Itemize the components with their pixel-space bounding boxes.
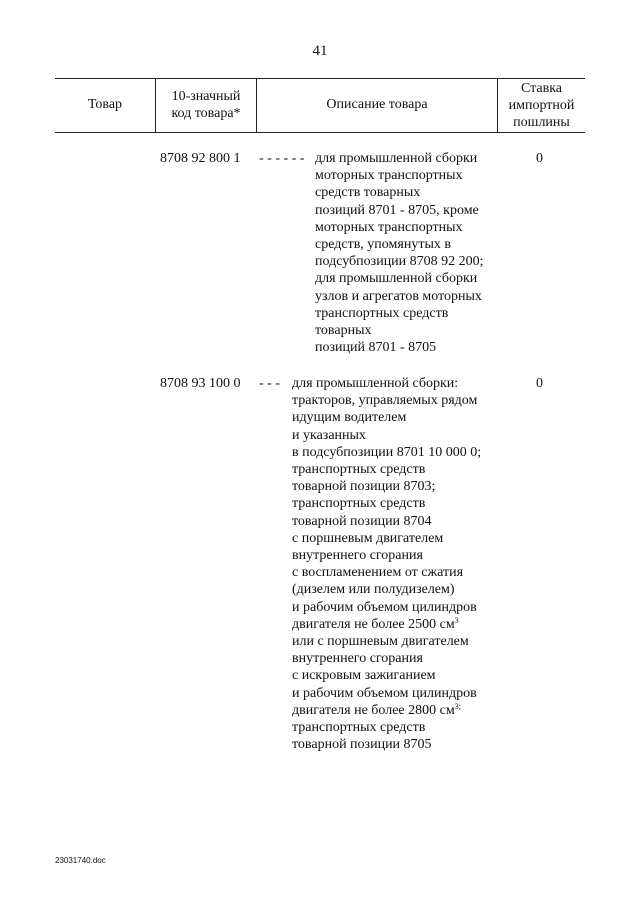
header-rate-line-1: Ставка <box>520 81 563 96</box>
row-1-description <box>315 150 525 356</box>
row-1-description-line: позиций 8701 - 8705 <box>315 340 437 356</box>
table-header-bottom-rule <box>55 132 585 133</box>
row-2-description-line-with-superscript <box>292 702 512 719</box>
row-2-code: 8708 93 100 0 <box>160 376 241 391</box>
row-2-description-line: транспортных средств <box>292 462 426 478</box>
footer-filename: 23031740.doc <box>55 856 106 865</box>
row-1-description-line: товарных <box>315 323 372 339</box>
row-2-description-line: и рабочим объемом цилиндров <box>292 685 477 701</box>
row-2-description-line: с воспламенением от сжатия <box>292 565 464 581</box>
header-code-line-2: код товара* <box>171 106 241 121</box>
superscript: 3; <box>454 701 461 711</box>
row-1-description-line: позиций 8701 - 8705, кроме <box>315 202 479 218</box>
row-1-description-line: средств товарных <box>315 185 421 201</box>
row-2-description-line: товарной позиции 8705 <box>292 737 432 753</box>
row-2-description <box>292 375 512 753</box>
description-text: двигателя не более 2800 см <box>292 702 455 718</box>
header-code <box>156 88 256 122</box>
row-2-description-line: товарной позиции 8704 <box>292 513 432 529</box>
row-1-description-line: моторных транспортных <box>315 168 463 184</box>
row-2-description-line: (дизелем или полудизелем) <box>292 582 455 598</box>
row-2-description-line: идущим водителем <box>292 410 407 426</box>
row-1-code: 8708 92 800 1 <box>160 151 241 166</box>
row-2-dashes: - - - <box>259 376 280 391</box>
row-2-description-line: внутреннего сгорания <box>292 651 423 667</box>
row-2-description-line: тракторов, управляемых рядом <box>292 393 478 409</box>
row-1-description-line: узлов и агрегатов моторных <box>315 288 482 304</box>
row-2-description-line: с поршневым двигателем <box>292 530 444 546</box>
row-1-rate: 0 <box>536 151 543 166</box>
header-rate <box>498 80 585 131</box>
description-text: двигателя не более 2500 см <box>292 616 455 632</box>
row-1-dashes: - - - - - - <box>259 151 305 166</box>
row-2-description-line-with-superscript <box>292 616 512 633</box>
row-1-description-line: средств, упомянутых в <box>315 237 451 253</box>
row-2-description-line: для промышленной сборки: <box>292 376 459 391</box>
header-rate-line-2: импортной <box>508 98 575 113</box>
row-2-description-line: товарной позиции 8703; <box>292 479 436 495</box>
superscript: 3 <box>454 615 459 625</box>
row-2-description-line: транспортных средств <box>292 720 426 736</box>
header-product: Товар <box>87 97 123 112</box>
row-2-description-line: и указанных <box>292 427 366 443</box>
row-1-description-line: подсубпозиции 8708 92 200; <box>315 254 484 270</box>
row-1-description-line: для промышленной сборки <box>315 151 478 166</box>
row-2-description-line: транспортных средств <box>292 496 426 512</box>
row-2-description-line: и рабочим объемом цилиндров <box>292 599 477 615</box>
table-top-rule <box>55 78 585 79</box>
row-2-description-line: в подсубпозиции 8701 10 000 0; <box>292 444 482 460</box>
row-2-description-line: или с поршневым двигателем <box>292 634 469 650</box>
header-rate-line-3: пошлины <box>513 115 570 130</box>
row-2-description-line: внутреннего сгорания <box>292 548 423 564</box>
row-2-description-line: с искровым зажиганием <box>292 668 436 684</box>
header-description: Описание товара <box>326 97 428 112</box>
row-1-description-line: для промышленной сборки <box>315 271 478 287</box>
row-2-rate: 0 <box>536 376 543 391</box>
header-code-line-1: 10-значный <box>171 89 241 104</box>
page-number: 41 <box>312 43 328 59</box>
row-1-description-line: транспортных средств <box>315 305 449 321</box>
row-1-description-line: моторных транспортных <box>315 219 463 235</box>
